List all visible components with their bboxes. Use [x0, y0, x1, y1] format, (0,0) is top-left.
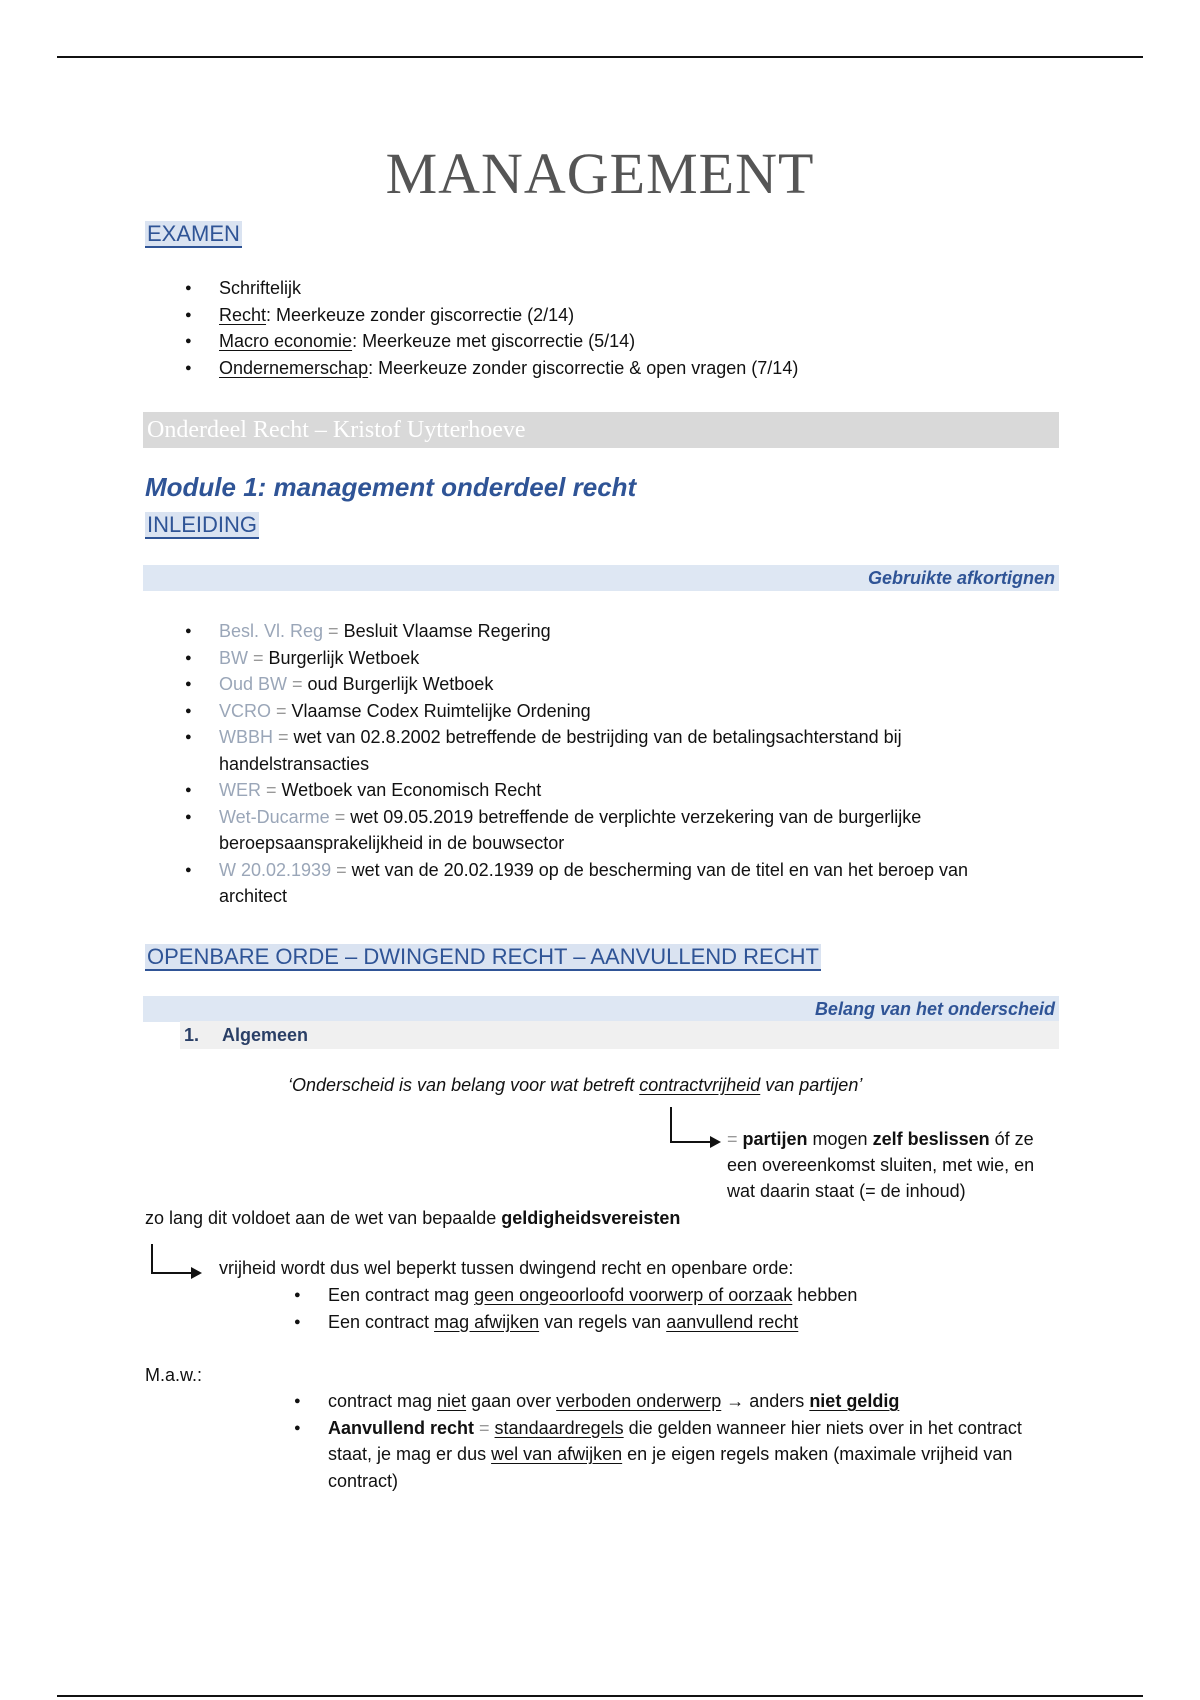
- bottom-rule: [57, 1695, 1143, 1697]
- limited-text: vrijheid wordt dus wel beperkt tussen dwingend recht en openbare orde:: [219, 1258, 794, 1278]
- connector-line: [151, 1272, 193, 1274]
- exam-item: ● Macro economie: Meerkeuze met giscorrectie (5/14): [219, 328, 798, 355]
- abbreviation-item: ● W 20.02.1939 = wet van de 20.02.1939 op de bescherming van de titel en van het beroep van architect: [219, 857, 1039, 910]
- limit-item: ● Een contract mag geen ongeoorloofd voorwerp of oorzaak hebben: [328, 1282, 1048, 1309]
- limits-list: [328, 1282, 1048, 1335]
- abbreviations-band: Gebruikte afkortignen: [143, 565, 1059, 591]
- abbreviation-item: ● Oud BW = oud Burgerlijk Wetboek: [219, 671, 1039, 698]
- section-band: Onderdeel Recht – Kristof Uytterhoeve: [143, 412, 1059, 448]
- quote: ‘Onderscheid is van belang voor wat betreft contractvrijheid van partijen’: [288, 1075, 863, 1095]
- general-label: Algemeen: [222, 1025, 309, 1045]
- maw-item: ● Aanvullend recht = standaardregels die gelden wanneer hier niets over in het contract staat, je mag er dus wel van afwijken en je eigen regels maken (maximale vrijheid van contract): [328, 1415, 1048, 1495]
- order-heading: OPENBARE ORDE – DWINGEND RECHT – AANVULLEND RECHT: [147, 944, 819, 969]
- abbreviations-list: [219, 618, 1039, 910]
- intro-heading: INLEIDING: [147, 512, 258, 537]
- maw-label: M.a.w.:: [145, 1365, 203, 1385]
- general-row: [180, 1021, 1059, 1049]
- abbreviation-item: ● Besl. Vl. Reg = Besluit Vlaamse Regering: [219, 618, 1039, 645]
- abbreviation-item: ● WBBH = wet van 02.8.2002 betreffende de bestrijding van de betalingsachterstand bij handelstransacties: [219, 724, 1039, 777]
- maw-item: ● contract mag niet gaan over verboden onderwerp → anders niet geldig: [328, 1388, 1048, 1415]
- exam-item: ● Ondernemerschap: Meerkeuze zonder giscorrectie & open vragen (7/14): [219, 355, 798, 382]
- arrow-right-icon: [191, 1267, 202, 1279]
- connector-line: [151, 1244, 153, 1274]
- intro-heading-wrap: [145, 510, 259, 540]
- maw-list: [328, 1388, 1048, 1494]
- abbreviation-item: ● WER = Wetboek van Economisch Recht: [219, 777, 1039, 804]
- distinction-band: Belang van het onderscheid: [143, 996, 1059, 1022]
- limit-item: ● Een contract mag afwijken van regels van aanvullend recht: [328, 1309, 1048, 1336]
- exam-heading: EXAMEN: [147, 221, 240, 246]
- module-title: Module 1: management onderdeel recht: [145, 472, 637, 502]
- freedom-text: = partijen mogen zelf beslissen óf ze een overeenkomst sluiten, met wie, en wat daarin staat (= de inhoud): [727, 1129, 1035, 1201]
- validity-line: zo lang dit voldoet aan de wet van bepaalde geldigheidsvereisten: [145, 1208, 681, 1228]
- abbreviation-item: ● BW = Burgerlijk Wetboek: [219, 645, 1039, 672]
- abbreviation-item: ● VCRO = Vlaamse Codex Ruimtelijke Ordening: [219, 698, 1039, 725]
- exam-item: ● Schriftelijk: [219, 275, 798, 302]
- top-rule: [57, 56, 1143, 58]
- exam-heading-wrap: [145, 219, 242, 249]
- abbreviation-item: ● Wet-Ducarme = wet 09.05.2019 betreffende de verplichte verzekering van de burgerlijke beroepsaansprakelijkheid in de bouwsector: [219, 804, 1039, 857]
- exam-item: ● Recht: Meerkeuze zonder giscorrectie (2/14): [219, 302, 798, 329]
- arrow-right-icon: [710, 1136, 721, 1148]
- order-heading-wrap: [145, 942, 821, 972]
- connector-line: [670, 1107, 672, 1143]
- exam-list: [219, 275, 798, 381]
- general-number: 1.: [184, 1025, 200, 1045]
- page-title: MANAGEMENT: [385, 141, 815, 206]
- connector-line: [670, 1141, 712, 1143]
